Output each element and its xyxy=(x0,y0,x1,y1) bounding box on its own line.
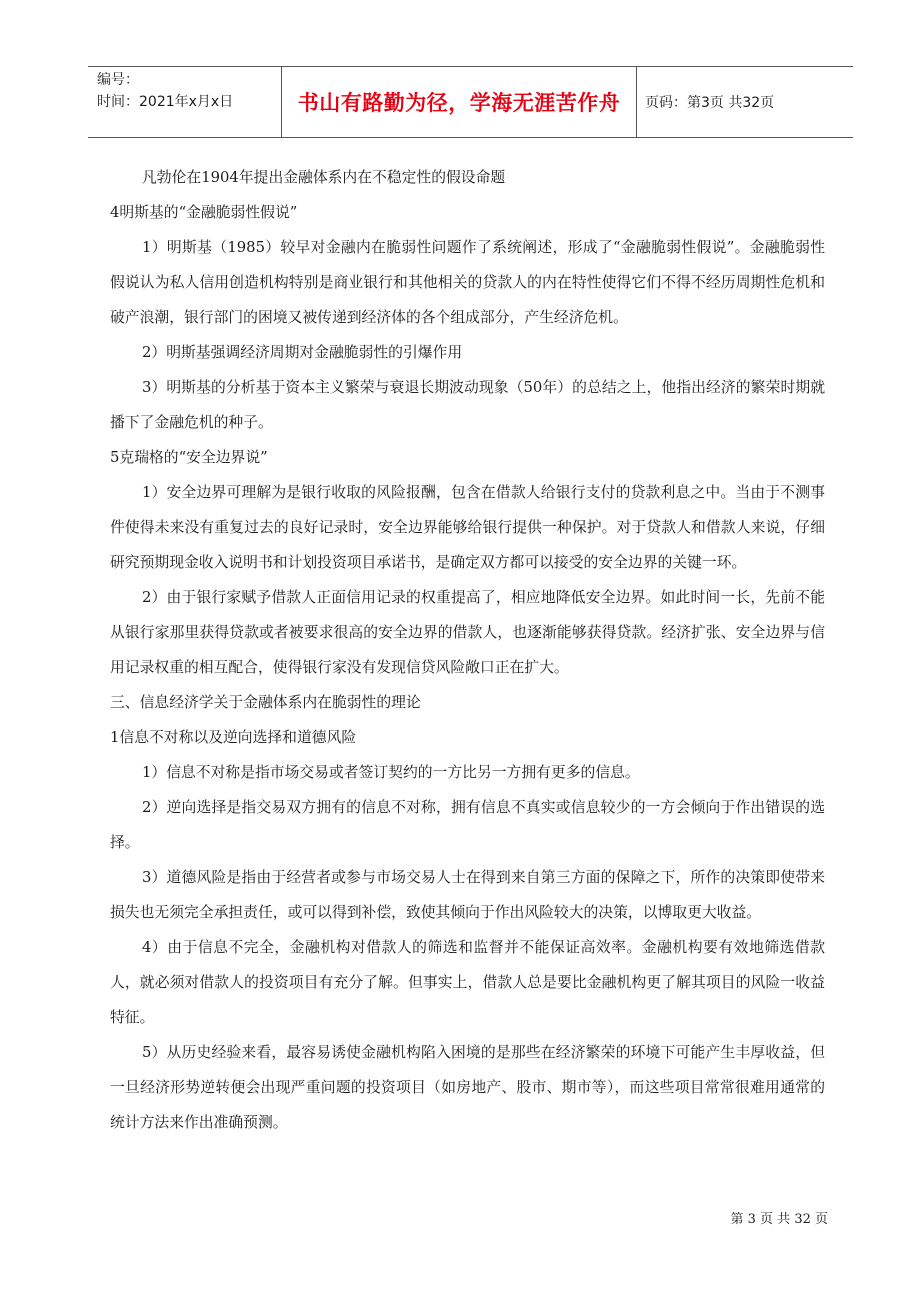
section-heading: 5克瑞格的“安全边界说” xyxy=(110,449,268,466)
paragraph: 2）逆向选择是指交易双方拥有的信息不对称，拥有信息不真实或信息较少的一方会倾向于作出错误的选择。 xyxy=(110,799,825,851)
header-meta xyxy=(88,67,282,137)
page-footer: 第 3 页 共 32 页 xyxy=(730,1212,828,1227)
section-heading: 1信息不对称以及逆向选择和道德风险 xyxy=(110,729,357,746)
paragraph: 2）明斯基强调经济周期对金融脆弱性的引爆作用 xyxy=(142,344,463,361)
paragraph: 2）由于银行家赋予借款人正面信用记录的权重提高了，相应地降低安全边界。如此时间一长，先前不能从银行家那里获得贷款或者被要求很高的安全边界的借款人，也逐渐能够获得贷款。经济扩张、安全边界与信用记录权重的相互配合，使得银行家没有发现信贷风险敞口正在扩大。 xyxy=(110,589,825,676)
header-time: 时间：2021年x月x日 xyxy=(97,94,234,110)
chapter-heading: 三、信息经济学关于金融体系内在脆弱性的理论 xyxy=(110,694,421,711)
header-page-info: 页码：第3页 共32页 xyxy=(645,95,775,111)
header-motto: 书山有路勤为径，学海无涯苦作舟 xyxy=(282,67,637,137)
paragraph: 1）信息不对称是指市场交易或者签订契约的一方比另一方拥有更多的信息。 xyxy=(142,764,640,781)
header-number: 编号： xyxy=(97,72,139,88)
page-header xyxy=(88,66,853,138)
paragraph: 3）明斯基的分析基于资本主义繁荣与衰退长期波动现象（50年）的总结之上，他指出经济的繁荣时期就播下了金融危机的种子。 xyxy=(110,379,825,431)
paragraph: 凡勃伦在1904年提出金融体系内在不稳定性的假设命题 xyxy=(142,169,506,186)
paragraph: 4）由于信息不完全，金融机构对借款人的筛选和监督并不能保证高效率。金融机构要有效地筛选借款人，就必须对借款人的投资项目有充分了解。但事实上，借款人总是要比金融机构更了解其项目的风险一收益特征。 xyxy=(110,939,825,1026)
paragraph: 1）安全边界可理解为是银行收取的风险报酬，包含在借款人给银行支付的贷款利息之中。当由于不测事件使得未来没有重复过去的良好记录时，安全边界能够给银行提供一种保护。对于贷款人和借款人来说，仔细研究预期现金收入说明书和计划投资项目承诺书，是确定双方都可以接受的安全边界的关键一环。 xyxy=(110,484,825,571)
paragraph: 5）从历史经验来看，最容易诱使金融机构陷入困境的是那些在经济繁荣的环境下可能产生丰厚收益，但一旦经济形势逆转便会出现严重问题的投资项目（如房地产、股市、期市等），而这些项目常常很难用通常的统计方法来作出准确预测。 xyxy=(110,1044,825,1131)
paragraph: 3）道德风险是指由于经营者或参与市场交易人士在得到来自第三方面的保障之下，所作的决策即使带来损失也无须完全承担责任，或可以得到补偿，致使其倾向于作出风险较大的决策，以博取更大收益。 xyxy=(110,869,825,921)
paragraph: 1）明斯基（1985）较早对金融内在脆弱性问题作了系统阐述，形成了“金融脆弱性假说”。金融脆弱性假说认为私人信用创造机构特别是商业银行和其他相关的贷款人的内在特性使得它们不得不经历周期性危机和破产浪潮，银行部门的困境又被传递到经济体的各个组成部分，产生经济危机。 xyxy=(110,239,825,326)
document-body xyxy=(110,160,825,1140)
section-heading: 4明斯基的“金融脆弱性假说” xyxy=(110,204,298,221)
